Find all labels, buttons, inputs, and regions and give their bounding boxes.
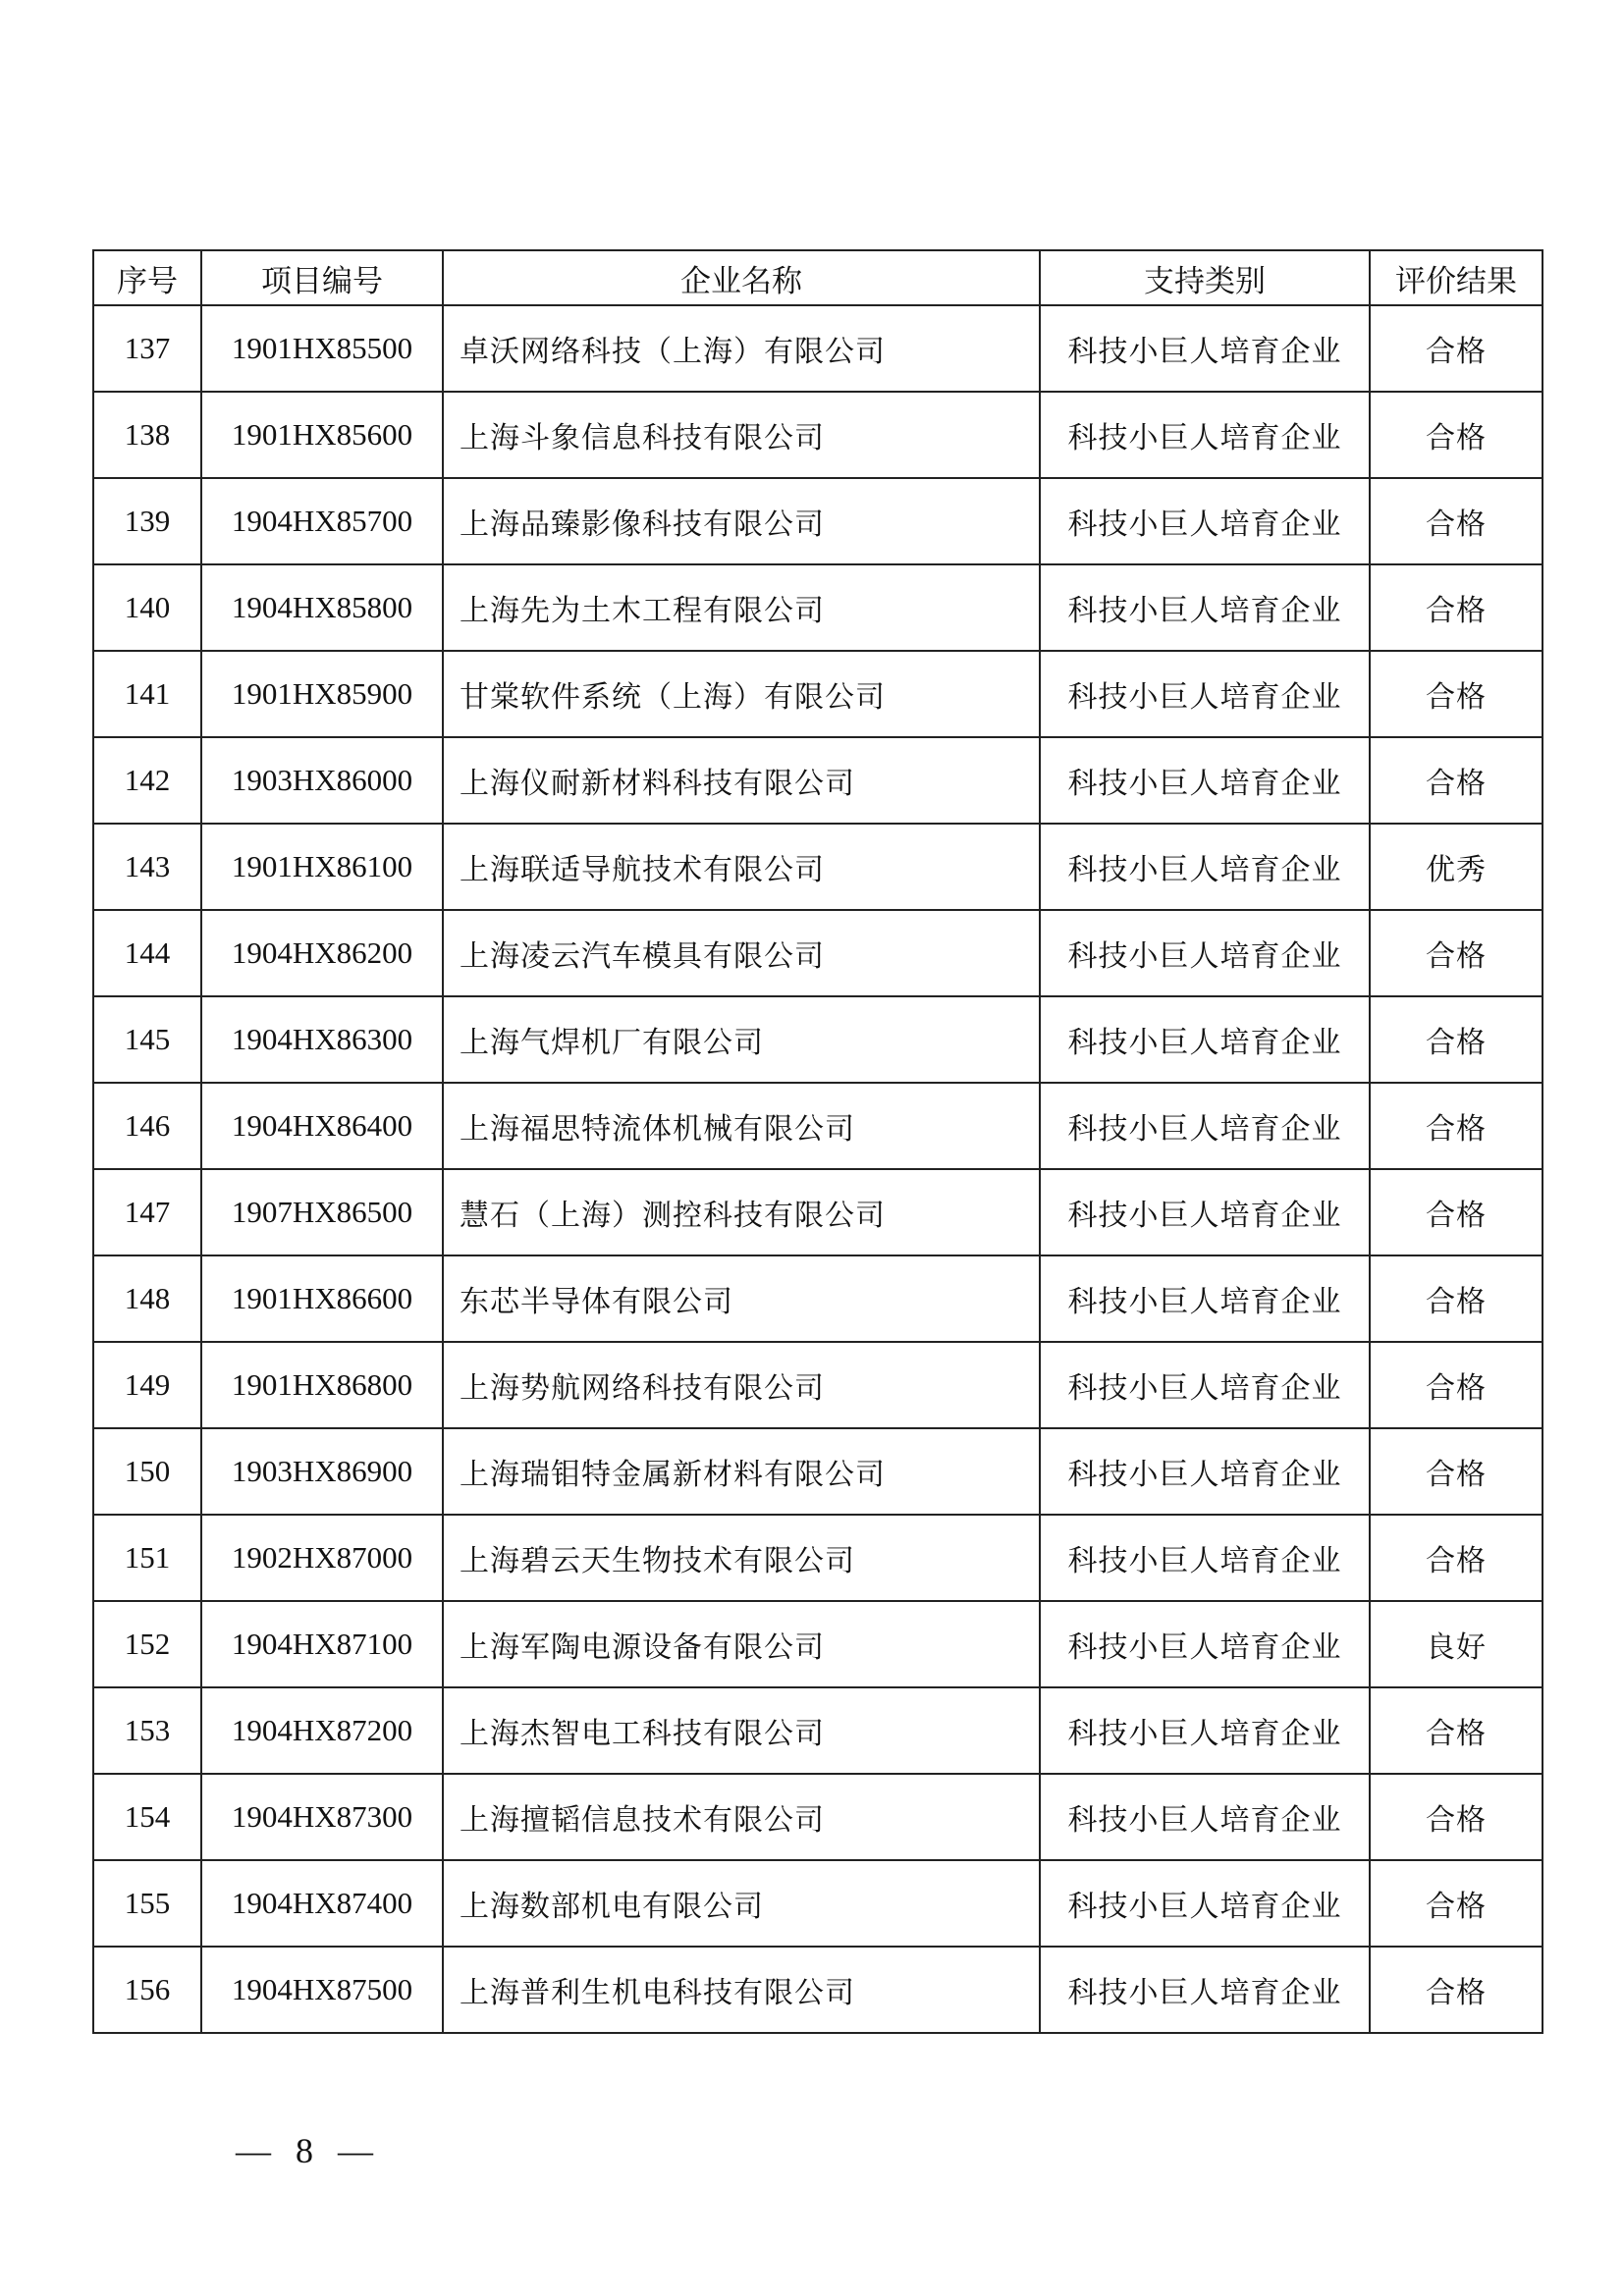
- cell-company-name: 慧石（上海）测控科技有限公司: [443, 1169, 1040, 1255]
- table-row: [93, 737, 1543, 824]
- cell-company-name: 上海仪耐新材料科技有限公司: [443, 737, 1040, 824]
- page-number: — 8 —: [236, 2131, 381, 2170]
- cell-support-category: 科技小巨人培育企业: [1040, 1342, 1370, 1428]
- cell-support-category: 科技小巨人培育企业: [1040, 1860, 1370, 1947]
- table-row: [93, 1947, 1543, 2033]
- cell-serial-number: 155: [93, 1860, 201, 1947]
- cell-evaluation-result: 合格: [1370, 1515, 1543, 1601]
- cell-serial-number: 146: [93, 1083, 201, 1169]
- header-row: [93, 250, 1543, 305]
- cell-project-code: 1901HX85900: [201, 651, 443, 737]
- header-company-name: 企业名称: [443, 250, 1040, 305]
- cell-serial-number: 156: [93, 1947, 201, 2033]
- table-row: [93, 1083, 1543, 1169]
- cell-project-code: 1904HX85700: [201, 478, 443, 564]
- cell-serial-number: 147: [93, 1169, 201, 1255]
- table-header: [93, 250, 1543, 305]
- cell-company-name: 上海凌云汽车模具有限公司: [443, 910, 1040, 996]
- cell-project-code: 1904HX87400: [201, 1860, 443, 1947]
- cell-serial-number: 151: [93, 1515, 201, 1601]
- cell-project-code: 1901HX86800: [201, 1342, 443, 1428]
- cell-support-category: 科技小巨人培育企业: [1040, 1169, 1370, 1255]
- cell-company-name: 上海势航网络科技有限公司: [443, 1342, 1040, 1428]
- cell-project-code: 1904HX87200: [201, 1687, 443, 1774]
- cell-project-code: 1902HX87000: [201, 1515, 443, 1601]
- cell-evaluation-result: 合格: [1370, 1947, 1543, 2033]
- table-row: [93, 1515, 1543, 1601]
- cell-support-category: 科技小巨人培育企业: [1040, 651, 1370, 737]
- cell-serial-number: 139: [93, 478, 201, 564]
- cell-project-code: 1904HX87300: [201, 1774, 443, 1860]
- cell-serial-number: 137: [93, 305, 201, 392]
- cell-evaluation-result: 合格: [1370, 478, 1543, 564]
- table-row: [93, 1428, 1543, 1515]
- cell-support-category: 科技小巨人培育企业: [1040, 1428, 1370, 1515]
- cell-support-category: 科技小巨人培育企业: [1040, 1774, 1370, 1860]
- cell-company-name: 上海先为土木工程有限公司: [443, 564, 1040, 651]
- cell-company-name: 东芯半导体有限公司: [443, 1255, 1040, 1342]
- cell-support-category: 科技小巨人培育企业: [1040, 1515, 1370, 1601]
- cell-evaluation-result: 合格: [1370, 1342, 1543, 1428]
- cell-serial-number: 143: [93, 824, 201, 910]
- cell-project-code: 1904HX85800: [201, 564, 443, 651]
- cell-evaluation-result: 合格: [1370, 1083, 1543, 1169]
- cell-project-code: 1904HX87100: [201, 1601, 443, 1687]
- cell-company-name: 卓沃网络科技（上海）有限公司: [443, 305, 1040, 392]
- cell-serial-number: 150: [93, 1428, 201, 1515]
- table-body: [93, 305, 1543, 2033]
- table-row: [93, 392, 1543, 478]
- cell-project-code: 1901HX86600: [201, 1255, 443, 1342]
- cell-serial-number: 153: [93, 1687, 201, 1774]
- cell-project-code: 1903HX86000: [201, 737, 443, 824]
- cell-evaluation-result: 合格: [1370, 305, 1543, 392]
- cell-serial-number: 154: [93, 1774, 201, 1860]
- cell-serial-number: 138: [93, 392, 201, 478]
- cell-evaluation-result: 合格: [1370, 1255, 1543, 1342]
- cell-company-name: 上海斗象信息科技有限公司: [443, 392, 1040, 478]
- cell-support-category: 科技小巨人培育企业: [1040, 392, 1370, 478]
- cell-company-name: 上海品臻影像科技有限公司: [443, 478, 1040, 564]
- table-row: [93, 824, 1543, 910]
- header-project-code: 项目编号: [201, 250, 443, 305]
- cell-support-category: 科技小巨人培育企业: [1040, 910, 1370, 996]
- cell-project-code: 1907HX86500: [201, 1169, 443, 1255]
- cell-serial-number: 140: [93, 564, 201, 651]
- table-row: [93, 651, 1543, 737]
- header-serial-number: 序号: [93, 250, 201, 305]
- cell-serial-number: 148: [93, 1255, 201, 1342]
- cell-support-category: 科技小巨人培育企业: [1040, 737, 1370, 824]
- cell-company-name: 上海瑞钼特金属新材料有限公司: [443, 1428, 1040, 1515]
- cell-serial-number: 141: [93, 651, 201, 737]
- cell-evaluation-result: 合格: [1370, 910, 1543, 996]
- cell-company-name: 上海擅韬信息技术有限公司: [443, 1774, 1040, 1860]
- cell-support-category: 科技小巨人培育企业: [1040, 478, 1370, 564]
- cell-company-name: 上海军陶电源设备有限公司: [443, 1601, 1040, 1687]
- cell-serial-number: 149: [93, 1342, 201, 1428]
- header-evaluation-result: 评价结果: [1370, 250, 1543, 305]
- table-row: [93, 478, 1543, 564]
- cell-evaluation-result: 优秀: [1370, 824, 1543, 910]
- cell-serial-number: 152: [93, 1601, 201, 1687]
- cell-evaluation-result: 合格: [1370, 651, 1543, 737]
- cell-support-category: 科技小巨人培育企业: [1040, 996, 1370, 1083]
- table-row: [93, 996, 1543, 1083]
- cell-company-name: 上海杰智电工科技有限公司: [443, 1687, 1040, 1774]
- cell-project-code: 1901HX85500: [201, 305, 443, 392]
- table-row: [93, 1255, 1543, 1342]
- cell-project-code: 1904HX86400: [201, 1083, 443, 1169]
- cell-support-category: 科技小巨人培育企业: [1040, 1601, 1370, 1687]
- table-row: [93, 564, 1543, 651]
- cell-support-category: 科技小巨人培育企业: [1040, 824, 1370, 910]
- table-row: [93, 1342, 1543, 1428]
- table-row: [93, 1774, 1543, 1860]
- cell-support-category: 科技小巨人培育企业: [1040, 564, 1370, 651]
- cell-company-name: 甘棠软件系统（上海）有限公司: [443, 651, 1040, 737]
- cell-company-name: 上海数部机电有限公司: [443, 1860, 1040, 1947]
- cell-project-code: 1904HX86300: [201, 996, 443, 1083]
- cell-company-name: 上海福思特流体机械有限公司: [443, 1083, 1040, 1169]
- cell-support-category: 科技小巨人培育企业: [1040, 1083, 1370, 1169]
- cell-project-code: 1904HX86200: [201, 910, 443, 996]
- cell-evaluation-result: 合格: [1370, 996, 1543, 1083]
- cell-company-name: 上海气焊机厂有限公司: [443, 996, 1040, 1083]
- cell-serial-number: 145: [93, 996, 201, 1083]
- cell-support-category: 科技小巨人培育企业: [1040, 1687, 1370, 1774]
- cell-serial-number: 142: [93, 737, 201, 824]
- cell-evaluation-result: 合格: [1370, 1428, 1543, 1515]
- table-row: [93, 305, 1543, 392]
- cell-evaluation-result: 合格: [1370, 564, 1543, 651]
- cell-evaluation-result: 合格: [1370, 1169, 1543, 1255]
- cell-support-category: 科技小巨人培育企业: [1040, 1255, 1370, 1342]
- cell-evaluation-result: 合格: [1370, 1860, 1543, 1947]
- evaluation-results-table: [92, 249, 1543, 2034]
- table-row: [93, 1169, 1543, 1255]
- cell-company-name: 上海碧云天生物技术有限公司: [443, 1515, 1040, 1601]
- cell-company-name: 上海联适导航技术有限公司: [443, 824, 1040, 910]
- cell-company-name: 上海普利生机电科技有限公司: [443, 1947, 1040, 2033]
- cell-evaluation-result: 合格: [1370, 1774, 1543, 1860]
- table-row: [93, 1860, 1543, 1947]
- cell-serial-number: 144: [93, 910, 201, 996]
- cell-project-code: 1903HX86900: [201, 1428, 443, 1515]
- cell-support-category: 科技小巨人培育企业: [1040, 1947, 1370, 2033]
- cell-project-code: 1901HX86100: [201, 824, 443, 910]
- cell-evaluation-result: 合格: [1370, 1687, 1543, 1774]
- cell-project-code: 1904HX87500: [201, 1947, 443, 2033]
- cell-evaluation-result: 合格: [1370, 392, 1543, 478]
- table-row: [93, 1687, 1543, 1774]
- cell-support-category: 科技小巨人培育企业: [1040, 305, 1370, 392]
- cell-evaluation-result: 良好: [1370, 1601, 1543, 1687]
- cell-evaluation-result: 合格: [1370, 737, 1543, 824]
- header-support-category: 支持类别: [1040, 250, 1370, 305]
- table-row: [93, 910, 1543, 996]
- table-row: [93, 1601, 1543, 1687]
- cell-project-code: 1901HX85600: [201, 392, 443, 478]
